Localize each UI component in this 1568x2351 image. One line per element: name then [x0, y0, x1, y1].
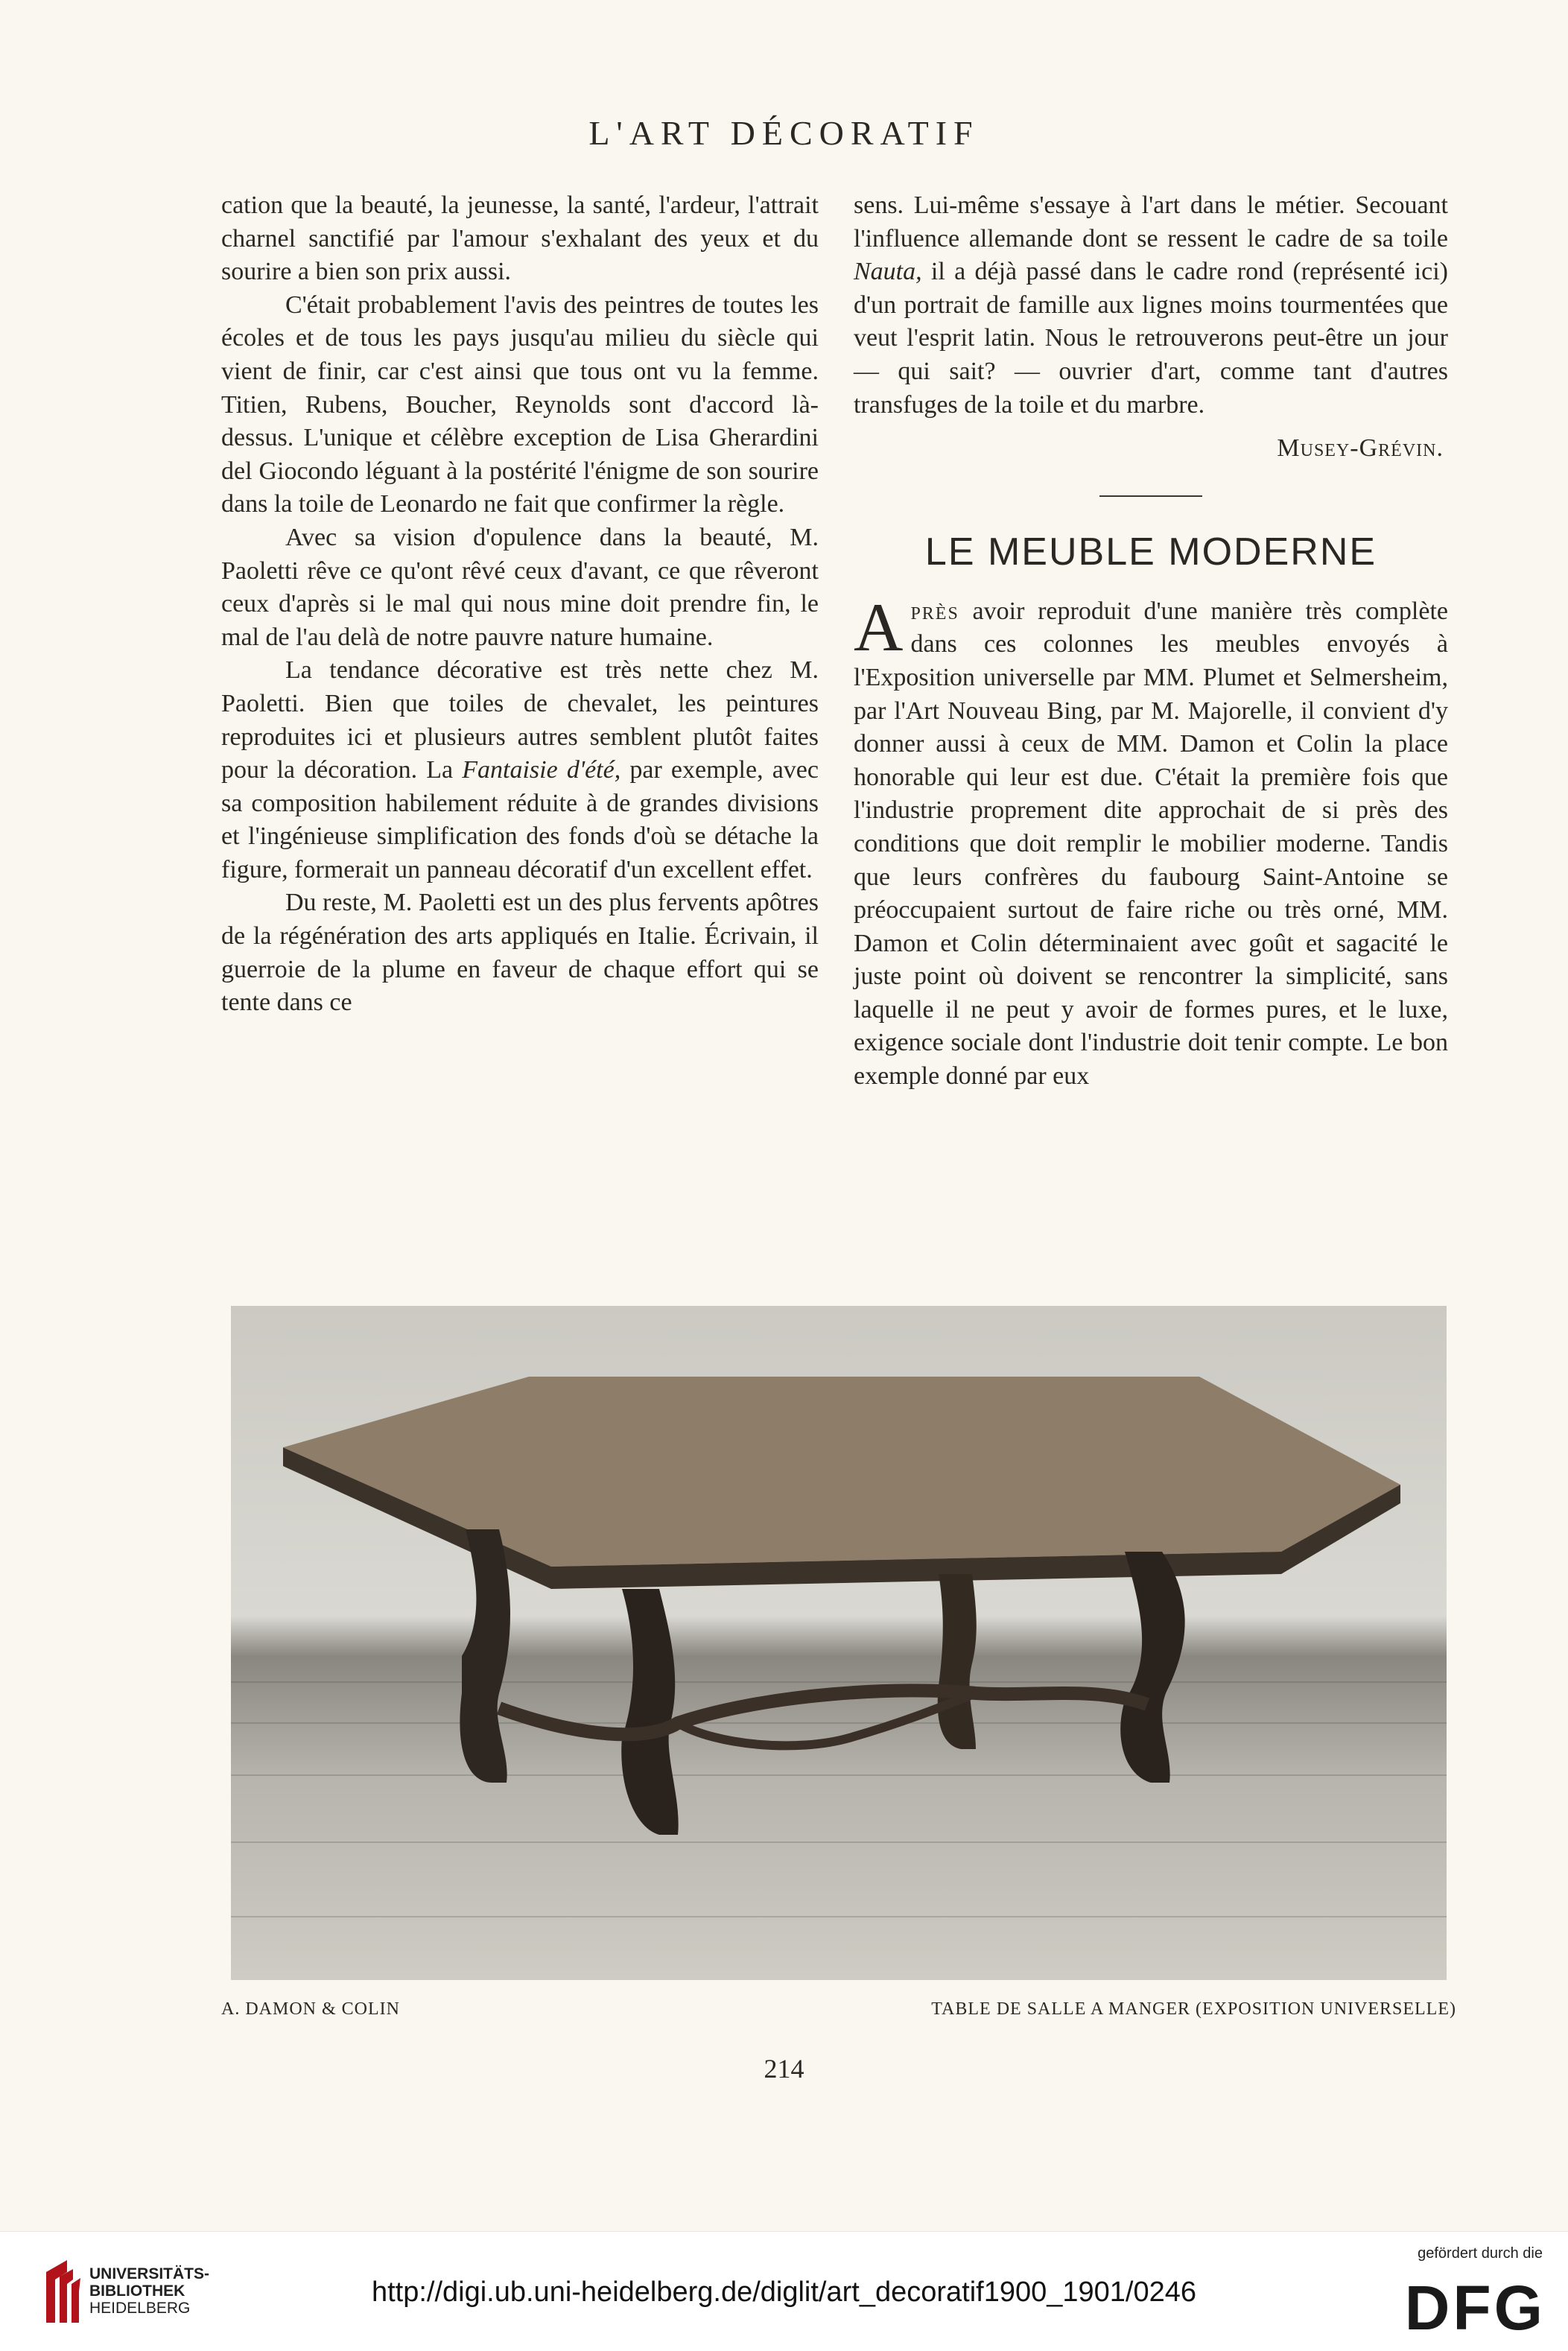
running-title: L'ART DÉCORATIF [588, 114, 980, 152]
article-heading: LE MEUBLE MODERNE [924, 530, 1377, 574]
artwork-title: Nauta, [854, 258, 922, 286]
table-photograph [231, 1306, 1447, 1980]
paragraph [854, 189, 1448, 422]
table-leg [460, 1529, 510, 1783]
table-leg [621, 1589, 678, 1835]
digitization-footer [0, 2231, 1568, 2351]
table-leg [1120, 1552, 1184, 1783]
left-column [221, 189, 819, 1020]
library-name-line: HEIDELBERG [89, 2300, 191, 2317]
permalink-url[interactable]: http://digi.ub.uni-heidelberg.de/diglit/art_decoratif1900_1901/0246 [371, 2277, 1197, 2308]
figure-caption: TABLE DE SALLE A MANGER (EXPOSITION UNIVERSELLE) [931, 1999, 1456, 2019]
drop-cap: A [854, 588, 904, 665]
text-run: La tendance décorative est très nette chez M. Paoletti. Bien que toiles de chevalet, les peintures reproduites ici et plusieurs autres semblent plutôt faites pour la décoration. La [221, 656, 819, 784]
section-divider [1099, 495, 1202, 497]
floorboards [231, 1682, 1447, 1917]
paragraph: cation que la beauté, la jeunesse, la santé, l'ardeur, l'attrait charnel sanctifié par l'amour s'exhalant des yeux et du sourire a bien son prix aussi. [221, 191, 819, 286]
text-run: il a déjà passé dans le cadre rond (représenté ici) d'un portrait de famille aux lignes moins tourmentées que veut l'esprit latin. Nous le retrouverons peut-être un jour — qui sait? — ouvrier d'art, comme tant d'autres transfuges de la toile et du marbre. [854, 258, 1448, 419]
dfg-logo: DFG [1404, 2273, 1546, 2343]
text-run: sens. Lui-même s'essaye à l'art dans le métier. Secouant l'influence allemande dont se ressent le cadre de sa toile [854, 191, 1448, 253]
right-column [854, 189, 1448, 1094]
lead-paragraph [854, 588, 1448, 1094]
table-leg [938, 1574, 977, 1749]
paragraph: Du reste, M. Paoletti est un des plus fervents apôtres de la régénération des arts appliqués en Italie. Écrivain, il guerroie de la plume en faveur de chaque effort qui se tente dans ce [221, 889, 819, 1017]
artwork-title: Fantaisie d'été, [462, 756, 621, 784]
text-run: avoir reproduit d'une manière très complète dans ces colonnes les meubles envoyés à l'Exposition universelle par MM. Plumet et Selmersheim, par l'Art Nouveau Bing, par M. Majorelle, il convient d'y donner aussi à ceux de MM. Damon et Colin la place honorable qui leur est due. C'était la première fois que l'industrie proprement dite approchait de si près des conditions que doit remplir le mobilier moderne. Tandis que leurs confrères du faubourg Saint-Antoine se préoccupaient surtout de faire riche ou très orné, MM. Damon et Colin déterminaient avec goût et sagacité le juste point où doivent se rencontrer la simplicité, sans laquelle il ne peut y avoir de formes pures, et le luxe, exigence sociale dont l'industrie doit tenir compte. Le bon exemple donné par eux [854, 597, 1448, 1091]
table-illustration [231, 1306, 1447, 1980]
lead-smallcaps: près [910, 597, 959, 625]
text-run: par exemple, avec sa composition habilement réduite à de grandes divisions et l'ingénieuse simplification des fonds d'où se détache la figure, formerait un panneau décoratif d'un excellent effet. [221, 756, 819, 883]
page-number: 214 [764, 2054, 804, 2084]
funded-by-label: gefördert durch die [1418, 2245, 1543, 2262]
stretcher [499, 1690, 1147, 1734]
paragraph [221, 654, 819, 886]
figure-credit: A. DAMON & COLIN [221, 1999, 400, 2019]
library-name-line: BIBLIOTHEK [89, 2282, 185, 2300]
paragraph: C'était probablement l'avis des peintres de toutes les écoles et de tous les pays jusqu'au milieu du siècle qui vient de finir, car c'est ainsi que tous ont vu la femme. Titien, Rubens, Boucher, Reynolds sont d'accord là-dessus. L'unique et célèbre exception de Lisa Gherardini del Giocondo léguant à la postérité l'énigme de son sourire dans la toile de Leonardo ne fait que confirmer la règle. [221, 291, 819, 518]
author-signature: Musey-Grévin. [1277, 434, 1444, 463]
library-name-line: UNIVERSITÄTS- [89, 2265, 210, 2282]
paragraph: Avec sa vision d'opulence dans la beauté, M. Paoletti rêve ce qu'ont rêvé ceux d'avant, ce que rêveront ceux d'après si le mal qui nous mine doit prendre fin, le mal de l'au delà de notre pauvre nature humaine. [221, 523, 819, 651]
